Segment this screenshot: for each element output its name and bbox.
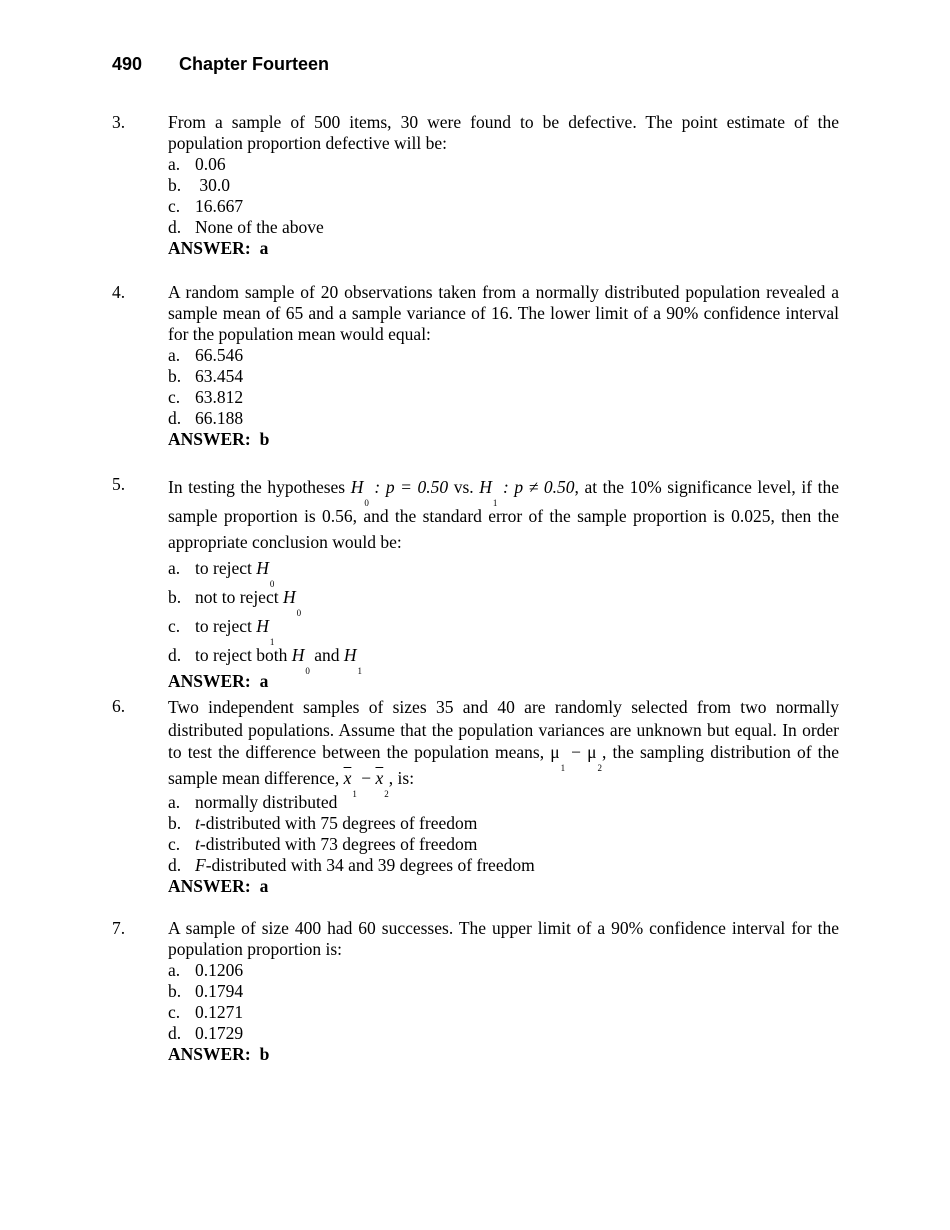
- answer: ANSWER: b: [168, 1044, 270, 1064]
- question-4: [112, 282, 839, 450]
- question-3: [112, 112, 839, 259]
- option-a: a. 0.06: [168, 154, 226, 174]
- answer: ANSWER: a: [168, 238, 269, 258]
- mu1-symbol: μ: [550, 742, 560, 762]
- question-5: [112, 474, 839, 692]
- option-c: c. 63.812: [168, 387, 244, 407]
- option-d: d. 0.1729: [168, 1023, 244, 1043]
- option-d: d. None of the above: [168, 217, 324, 237]
- option-c: c. t-distributed with 73 degrees of freedom: [168, 834, 478, 854]
- question-stem: In testing the hypotheses $H_0$ : p = 0.50 vs. $H_1$ : p ≠ 0.50, at the 10% significance level, if the sample proportion is 0.56, and the standard error of the sample proportion is 0.025, then the appropriate conclusion would be:: [168, 477, 840, 552]
- question-stem: From a sample of 500 items, 30 were found to be defective. The point estimate of the population proportion defective will be:: [168, 112, 839, 153]
- chapter-title: Chapter Fourteen: [179, 54, 330, 74]
- answer: ANSWER: a: [168, 671, 269, 691]
- option-c: c. 0.1271: [168, 1002, 244, 1022]
- option-b: b. 0.1794: [168, 981, 244, 1001]
- answer: ANSWER: b: [168, 429, 270, 449]
- option-b: b. 63.454: [168, 366, 244, 386]
- xbar1-symbol: $\overline{x}$: [343, 767, 352, 788]
- question-stem: A random sample of 20 observations taken from a normally distributed population revealed a sample mean of 65 and a sample variance of 16. The lower limit of a 90% confidence interval for the population mean would equal:: [168, 282, 839, 344]
- question-number: 5.: [112, 474, 126, 494]
- option-a: a. 0.1206: [168, 960, 244, 980]
- question-number: 6.: [112, 696, 126, 716]
- answer: ANSWER: a: [168, 876, 269, 896]
- h1-symbol: H: [479, 477, 492, 497]
- page-header: [112, 54, 329, 75]
- h0-symbol: H: [350, 477, 364, 497]
- option-a: a. to reject $H_0$: [168, 558, 275, 589]
- option-a: a. normally distributed: [168, 792, 338, 812]
- question-number: 4.: [112, 282, 126, 302]
- option-d: d. 66.188: [168, 408, 244, 428]
- mu2-symbol: μ: [587, 742, 597, 762]
- xbar2-symbol: $\overline{x}$: [375, 767, 384, 788]
- question-stem: A sample of size 400 had 60 successes. The upper limit of a 90% confidence interval for the population proportion is:: [168, 918, 839, 959]
- option-c: c. to reject $H_1$: [168, 616, 275, 647]
- option-d: d. to reject both $H_0$ and $H_1$: [168, 645, 363, 676]
- page-number: 490: [112, 54, 143, 74]
- option-b: b. t-distributed with 75 degrees of freedom: [168, 813, 478, 833]
- option-d: d. F-distributed with 34 and 39 degrees of freedom: [168, 855, 535, 875]
- option-b: b. 30.0: [168, 175, 230, 195]
- question-7: [112, 918, 839, 1065]
- question-number: 3.: [112, 112, 126, 132]
- question-number: 7.: [112, 918, 126, 938]
- option-a: a. 66.546: [168, 345, 244, 365]
- option-b: b. not to reject $H_0$: [168, 587, 302, 618]
- question-6: [112, 696, 839, 897]
- question-stem: Two independent samples of sizes 35 and 40 are randomly selected from two normally distributed populations. Assume that the population variances are unknown but equal. In order to test the difference between the population means, $\mu_1 - \mu_2$, the sampling distribution of the sample mean difference, $\overline{x}_1 - \overline{x}_2$, is:: [168, 697, 840, 799]
- option-c: c. 16.667: [168, 196, 244, 216]
